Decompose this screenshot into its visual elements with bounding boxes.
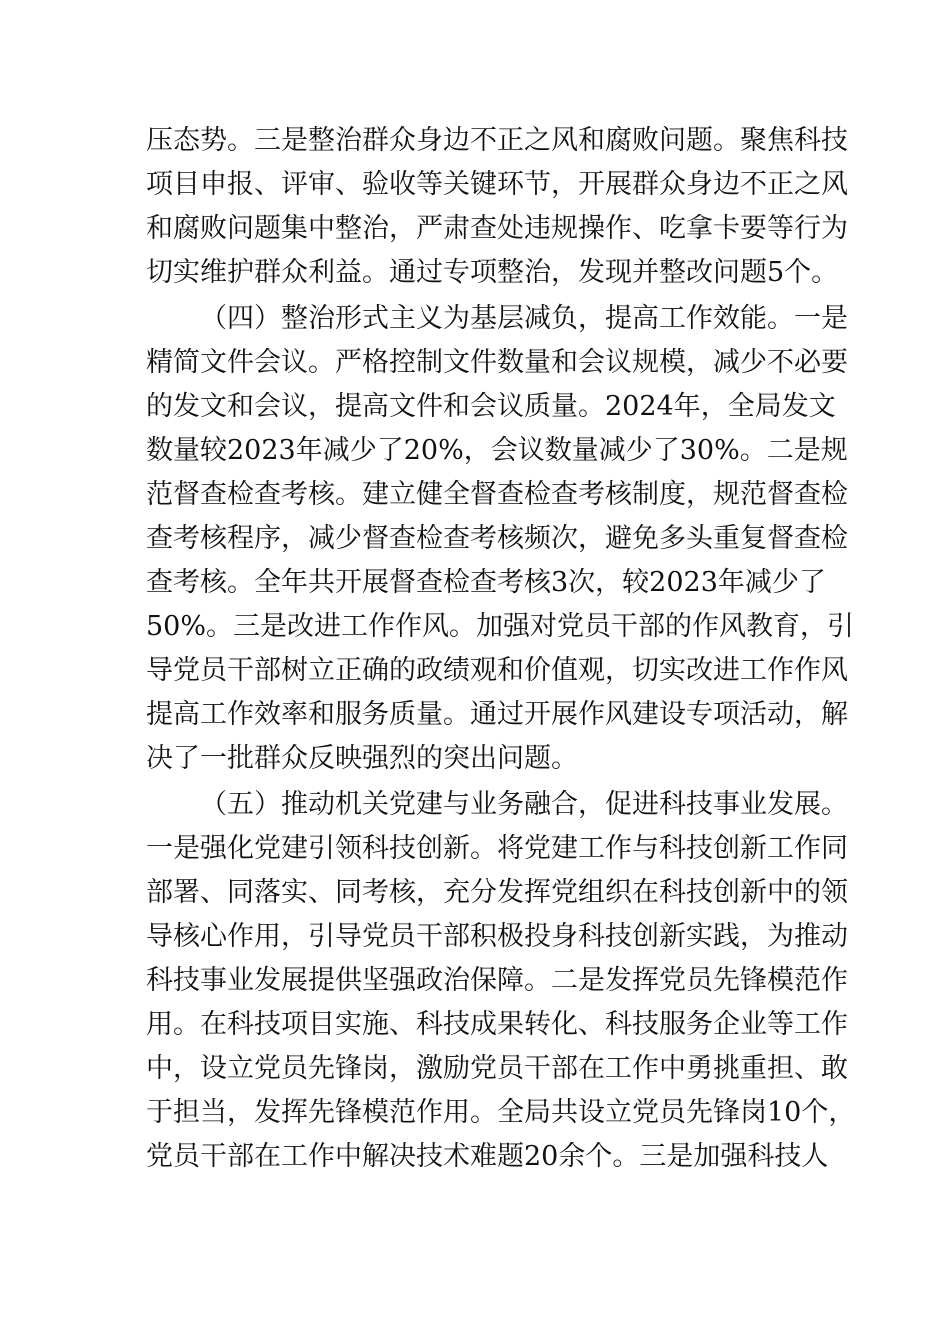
text-line-7: 的发文和会议，提高文件和会议质量。2024年，全局发文 <box>146 391 836 422</box>
text-line-21: 用。在科技项目实施、科技成果转化、科技服务企业等工作 <box>146 1009 848 1040</box>
text-line-17: 一是强化党建引领科技创新。将党建工作与科技创新工作同 <box>146 833 848 864</box>
text-line-2: 项目申报、评审、验收等关键环节，开展群众身边不正之风 <box>146 169 848 200</box>
text-line-6: 精简文件会议。严格控制文件数量和会议规模，减少不必要 <box>146 347 848 378</box>
text-line-4: 切实维护群众利益。通过专项整治，发现并整改问题5个。 <box>146 257 839 288</box>
text-line-24: 党员干部在工作中解决技术难题20余个。三是加强科技人 <box>146 1141 829 1172</box>
text-line-11: 查考核。全年共开展督查检查考核3次，较2023年减少了 <box>146 567 826 598</box>
text-line-14: 提高工作效率和服务质量。通过开展作风建设专项活动，解 <box>146 699 848 730</box>
text-line-22: 中，设立党员先锋岗，激励党员干部在工作中勇挑重担、敢 <box>146 1053 848 1084</box>
text-line-13: 导党员干部树立正确的政绩观和价值观，切实改进工作作风 <box>146 655 848 686</box>
text-line-23: 于担当，发挥先锋模范作用。全局共设立党员先锋岗10个， <box>146 1097 856 1128</box>
text-line-20: 科技事业发展提供坚强政治保障。二是发挥党员先锋模范作 <box>146 965 848 996</box>
text-line-18: 部署、同落实、同考核，充分发挥党组织在科技创新中的领 <box>146 877 848 908</box>
text-line-3: 和腐败问题集中整治，严肃查处违规操作、吃拿卡要等行为 <box>146 213 848 244</box>
text-line-19: 导核心作用，引导党员干部积极投身科技创新实践，为推动 <box>146 921 848 952</box>
section-4-heading-line: （四）整治形式主义为基层减负，提高工作效能。一是 <box>200 303 848 334</box>
text-line-1: 压态势。三是整治群众身边不正之风和腐败问题。聚焦科技 <box>146 125 848 156</box>
text-line-12: 50%。三是改进工作作风。加强对党员干部的作风教育，引 <box>146 611 855 642</box>
text-line-15: 决了一批群众反映强烈的突出问题。 <box>146 743 578 774</box>
text-line-10: 查考核程序，减少督查检查考核频次，避免多头重复督查检 <box>146 523 848 554</box>
text-line-8: 数量较2023年减少了20%，会议数量减少了30%。二是规 <box>146 435 848 466</box>
text-line-9: 范督查检查考核。建立健全督查检查考核制度，规范督查检 <box>146 479 848 510</box>
section-5-heading-line: （五）推动机关党建与业务融合，促进科技事业发展。 <box>200 789 848 820</box>
